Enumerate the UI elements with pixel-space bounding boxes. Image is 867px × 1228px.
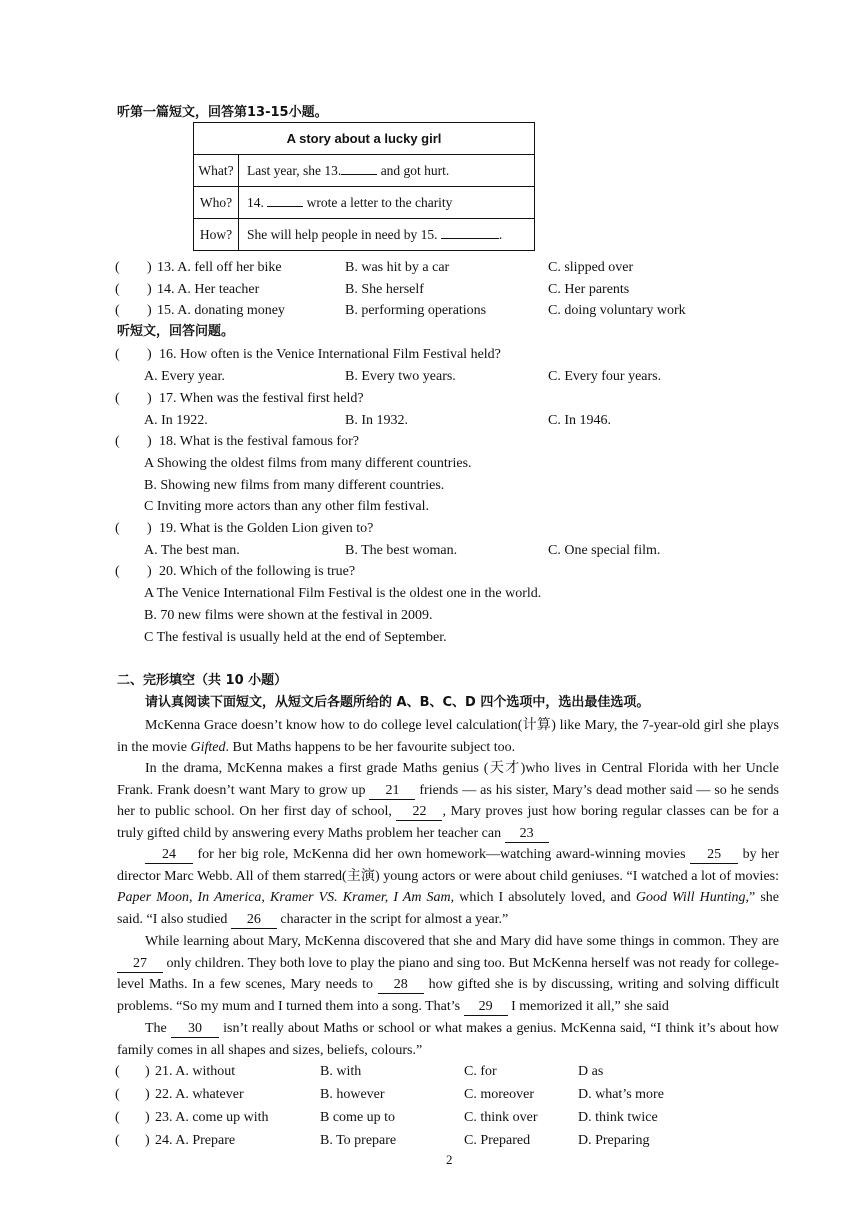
- q22-paren-close: ): [145, 1087, 150, 1102]
- story-table-title: A story about a lucky girl: [194, 123, 535, 155]
- part2-instructions: 请认真阅读下面短文，从短文后各题所给的 A、B、C、D 四个选项中，选出最佳选项。: [145, 695, 650, 710]
- q22-option-b[interactable]: B. however: [320, 1087, 385, 1102]
- row-content-who: [239, 187, 535, 219]
- q18-paren-close: ): [147, 434, 152, 449]
- q13-option-b[interactable]: B. was hit by a car: [345, 260, 450, 275]
- passage-text: The: [145, 1021, 171, 1036]
- q14-option-b[interactable]: B. She herself: [345, 282, 424, 297]
- passage-paragraph-5: [117, 1018, 779, 1061]
- section-heading-listening-2: 听短文，回答问题。: [117, 324, 235, 339]
- q20-option-c[interactable]: C The festival is usually held at the end of September.: [144, 630, 447, 645]
- q21-paren-open: (: [115, 1064, 120, 1079]
- passage-text: I memorized it all,” she said: [507, 998, 669, 1014]
- q23-paren-open: (: [115, 1110, 120, 1125]
- q19-paren-close: ): [147, 521, 152, 536]
- q18-stem: 18. What is the festival famous for?: [159, 434, 359, 449]
- row-text: and got hurt.: [377, 163, 450, 178]
- passage-paragraph-3: [117, 844, 779, 930]
- q24-paren-close: ): [145, 1133, 150, 1148]
- q17-option-b[interactable]: B. In 1932.: [345, 413, 408, 428]
- q20-option-b[interactable]: B. 70 new films were shown at the festival in 2009.: [144, 608, 433, 623]
- passage-text: ,” she said. “I also studied: [117, 890, 779, 927]
- story-table-row: [194, 155, 535, 187]
- q18-paren-open: (: [115, 434, 120, 449]
- movie-title: Gifted: [190, 739, 226, 755]
- q21-paren-close: ): [145, 1064, 150, 1079]
- page-number: 2: [446, 1152, 453, 1167]
- q14-option-a[interactable]: 14. A. Her teacher: [157, 282, 260, 297]
- q18-option-b[interactable]: B. Showing new films from many different countries.: [144, 478, 445, 493]
- passage-text: for her big role, McKenna did her own homework—watching award-winning movies: [193, 847, 691, 862]
- cloze-blank-27[interactable]: 27: [117, 956, 163, 973]
- row-text: She will help people in need by 15.: [247, 227, 441, 242]
- q19-option-c[interactable]: C. One special film.: [548, 543, 661, 558]
- q22-option-a[interactable]: 22. A. whatever: [155, 1087, 244, 1102]
- cloze-blank-21[interactable]: 21: [369, 783, 415, 800]
- q16-option-a[interactable]: A. Every year.: [144, 369, 225, 384]
- q15-option-c[interactable]: C. doing voluntary work: [548, 303, 686, 318]
- q20-paren-open: (: [115, 564, 120, 579]
- q19-stem: 19. What is the Golden Lion given to?: [159, 521, 374, 536]
- movie-titles: Paper Moon, In America, Kramer VS. Kramer, I Am Sam,: [117, 890, 455, 905]
- q15-paren-open: (: [115, 303, 120, 318]
- passage-text: McKenna Grace doesn’t know how to do college level calculation(计算) like Mary, the 7-year-old girl she plays in the movie: [117, 718, 779, 755]
- q16-option-b[interactable]: B. Every two years.: [345, 369, 456, 384]
- q16-paren-close: ): [147, 347, 152, 362]
- q20-stem: 20. Which of the following is true?: [159, 564, 356, 579]
- row-content-what: [239, 155, 535, 187]
- passage-text: character in the script for almost a year.”: [276, 911, 509, 927]
- cloze-blank-30[interactable]: 30: [171, 1021, 219, 1038]
- cloze-blank-25[interactable]: 25: [690, 847, 738, 864]
- q21-option-c[interactable]: C. for: [464, 1064, 497, 1079]
- q17-stem: 17. When was the festival first held?: [159, 391, 364, 406]
- passage-text: isn’t really about Maths or school or what makes a genius. McKenna said, “I think it’s about how family comes in all shapes and sizes, beliefs, colours.”: [117, 1021, 779, 1058]
- q14-option-c[interactable]: C. Her parents: [548, 282, 630, 297]
- story-table-row: [194, 219, 535, 251]
- movie-title: Good Will Hunting: [635, 890, 746, 905]
- q20-paren-close: ): [147, 564, 152, 579]
- q19-paren-open: (: [115, 521, 120, 536]
- q24-option-b[interactable]: B. To prepare: [320, 1133, 397, 1148]
- q14-paren-close: ): [147, 282, 152, 297]
- passage-text: which I absolutely loved, and: [454, 890, 636, 905]
- row-label-who: Who?: [194, 187, 239, 219]
- q13-option-c[interactable]: C. slipped over: [548, 260, 634, 275]
- cloze-blank-29[interactable]: 29: [464, 999, 508, 1016]
- q18-option-a[interactable]: A Showing the oldest films from many different countries.: [144, 456, 472, 471]
- cloze-blank-23[interactable]: 23: [505, 826, 549, 843]
- answer-blank-15[interactable]: [441, 226, 499, 239]
- q16-paren-open: (: [115, 347, 120, 362]
- q20-option-a[interactable]: A The Venice International Film Festival is the oldest one in the world.: [144, 586, 542, 601]
- passage-paragraph-4: [117, 931, 779, 1017]
- row-label-how: How?: [194, 219, 239, 251]
- q21-option-d[interactable]: D as: [578, 1064, 604, 1079]
- q23-option-c[interactable]: C. think over: [464, 1110, 538, 1125]
- passage-text: how gifted she is by discussing, writing and solving difficult problems. “So my mum and I turned them into a song. That’s: [117, 977, 779, 1014]
- part2-title: 二、完形填空（共 10 小题）: [117, 673, 288, 688]
- q19-option-b[interactable]: B. The best woman.: [345, 543, 458, 558]
- row-content-how: [239, 219, 535, 251]
- q15-paren-close: ): [147, 303, 152, 318]
- answer-blank-13[interactable]: [341, 162, 377, 175]
- passage-text: While learning about Mary, McKenna discovered that she and Mary did have some things in common. They are: [145, 934, 779, 949]
- cloze-blank-22[interactable]: 22: [396, 804, 442, 821]
- cloze-blank-26[interactable]: 26: [231, 912, 277, 929]
- q24-option-d[interactable]: D. Preparing: [578, 1133, 650, 1148]
- q19-option-a[interactable]: A. The best man.: [144, 543, 240, 558]
- q15-option-a[interactable]: 15. A. donating money: [157, 303, 285, 318]
- passage-paragraph-2: [117, 758, 779, 844]
- story-table: [193, 122, 535, 251]
- q23-paren-close: ): [145, 1110, 150, 1125]
- cloze-blank-24[interactable]: 24: [145, 847, 193, 864]
- q17-paren-open: (: [115, 391, 120, 406]
- row-text: Last year, she 13.: [247, 163, 342, 178]
- q13-paren-open: (: [115, 260, 120, 275]
- q15-option-b[interactable]: B. performing operations: [345, 303, 487, 318]
- q22-option-d[interactable]: D. what’s more: [578, 1087, 664, 1102]
- q13-option-a[interactable]: 13. A. fell off her bike: [157, 260, 282, 275]
- q17-paren-close: ): [147, 391, 152, 406]
- q18-option-c[interactable]: C Inviting more actors than any other film festival.: [144, 499, 429, 514]
- q21-option-b[interactable]: B. with: [320, 1064, 362, 1079]
- row-text: wrote a letter to the charity: [303, 195, 453, 210]
- passage-text: friends — as his sister, Mary’s dead mother said — so he sends her to public school. On her first day of school,: [117, 782, 779, 819]
- cloze-blank-28[interactable]: 28: [378, 977, 424, 994]
- passage-text: In the drama, McKenna makes a first grade Maths genius (天才)who lives in Central Florida with her Uncle Frank. Frank doesn’t want Mary to grow up: [117, 761, 779, 798]
- q16-option-c[interactable]: C. Every four years.: [548, 369, 662, 384]
- q23-option-a[interactable]: 23. A. come up with: [155, 1110, 269, 1125]
- q24-option-c[interactable]: C. Prepared: [464, 1133, 531, 1148]
- q16-stem: 16. How often is the Venice International Film Festival held?: [159, 347, 501, 362]
- q17-option-c[interactable]: C. In 1946.: [548, 413, 611, 428]
- answer-blank-14[interactable]: [267, 194, 303, 207]
- row-label-what: What?: [194, 155, 239, 187]
- q22-option-c[interactable]: C. moreover: [464, 1087, 534, 1102]
- row-text: 14.: [247, 195, 268, 210]
- q24-paren-open: (: [115, 1133, 120, 1148]
- section-heading-listening-1: 听第一篇短文，回答第13-15小题。: [117, 105, 328, 120]
- passage-text: . But Maths happens to be her favourite subject too.: [225, 739, 516, 755]
- q13-paren-close: ): [147, 260, 152, 275]
- q21-option-a[interactable]: 21. A. without: [155, 1064, 236, 1079]
- q17-option-a[interactable]: A. In 1922.: [144, 413, 208, 428]
- q14-paren-open: (: [115, 282, 120, 297]
- q23-option-d[interactable]: D. think twice: [578, 1110, 658, 1125]
- q23-option-b[interactable]: B come up to: [320, 1110, 396, 1125]
- passage-paragraph-1: [117, 715, 779, 758]
- q24-option-a[interactable]: 24. A. Prepare: [155, 1133, 236, 1148]
- q22-paren-open: (: [115, 1087, 120, 1102]
- passage-text: only children. They both love to play the piano and sing too. But McKenna herself was not ready for college-level Maths. In a few scenes, Mary needs to: [117, 955, 779, 992]
- passage-text: , Mary proves just how boring regular classes can be for a truly gifted child by answering every Maths problem her teacher can: [117, 804, 779, 841]
- row-text: .: [498, 227, 503, 242]
- passage-text: by her director Marc Webb. All of them starred(主演) young actors or were about child geniuses. “I watched a lot of movies:: [117, 847, 779, 884]
- story-table-row: [194, 187, 535, 219]
